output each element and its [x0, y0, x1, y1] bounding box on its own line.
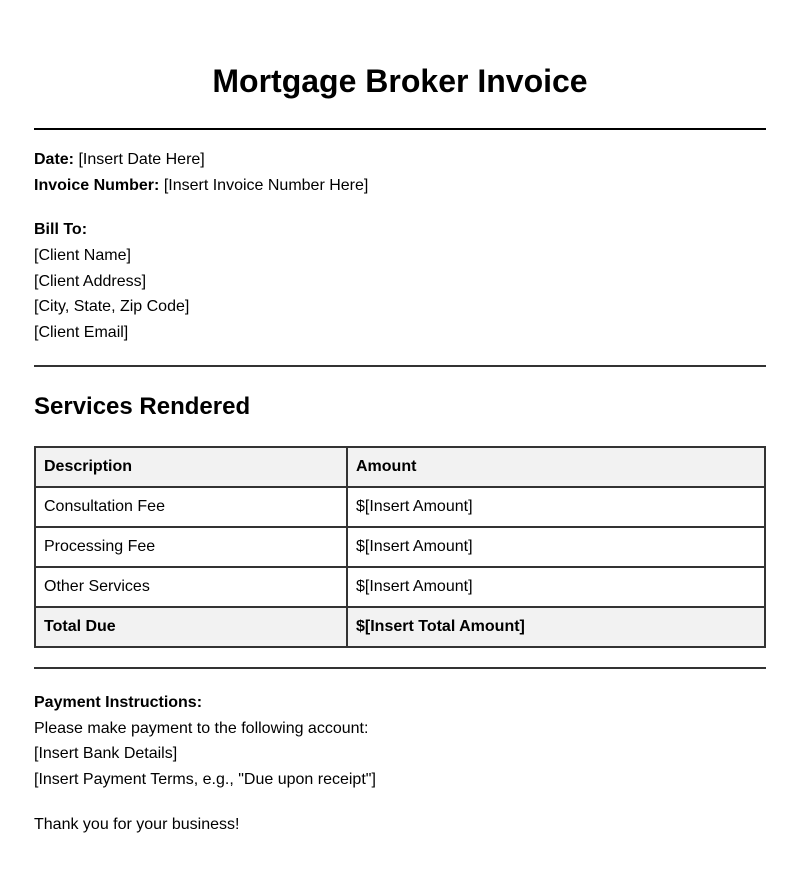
title-divider [34, 128, 766, 130]
payment-heading: Payment Instructions: [34, 694, 203, 711]
date-line [34, 147, 368, 173]
bank-details: [Insert Bank Details] [34, 745, 178, 763]
table-header-row [35, 447, 765, 487]
bill-to-heading: Bill To: [34, 221, 88, 238]
row-amount: $[Insert Amount] [347, 527, 765, 567]
client-city-state-zip: [City, State, Zip Code] [34, 298, 190, 316]
table-row [35, 527, 765, 567]
invoice-number-line [34, 173, 368, 199]
date-value: [Insert Date Here] [78, 151, 205, 168]
invoice-meta [34, 147, 368, 199]
payment-terms: [Insert Payment Terms, e.g., "Due upon receipt"] [34, 771, 376, 789]
row-description: Other Services [35, 567, 347, 607]
table-row [35, 487, 765, 527]
invoice-number-value: [Insert Invoice Number Here] [163, 177, 369, 194]
services-heading: Services Rendered [34, 393, 251, 420]
row-amount: $[Insert Amount] [347, 567, 765, 607]
row-description: Processing Fee [35, 527, 347, 567]
footer-divider [34, 667, 766, 669]
column-header-amount: Amount [347, 447, 765, 487]
row-amount: $[Insert Amount] [347, 487, 765, 527]
bill-to-block [34, 217, 189, 346]
client-name: [Client Name] [34, 246, 131, 264]
total-amount: $[Insert Total Amount] [347, 607, 765, 647]
services-table [34, 446, 766, 648]
client-address: [Client Address] [34, 272, 147, 290]
thank-you-note: Thank you for your business! [34, 816, 240, 833]
payment-line: Please make payment to the following account: [34, 719, 369, 737]
invoice-number-label: Invoice Number: [34, 177, 160, 194]
table-row [35, 567, 765, 607]
payment-instructions [34, 690, 376, 793]
page-title: Mortgage Broker Invoice [212, 63, 588, 99]
section-divider [34, 365, 766, 367]
column-header-description: Description [35, 447, 347, 487]
total-row [35, 607, 765, 647]
total-label: Total Due [35, 607, 347, 647]
row-description: Consultation Fee [35, 487, 347, 527]
date-label: Date: [34, 151, 75, 168]
client-email: [Client Email] [34, 324, 129, 342]
